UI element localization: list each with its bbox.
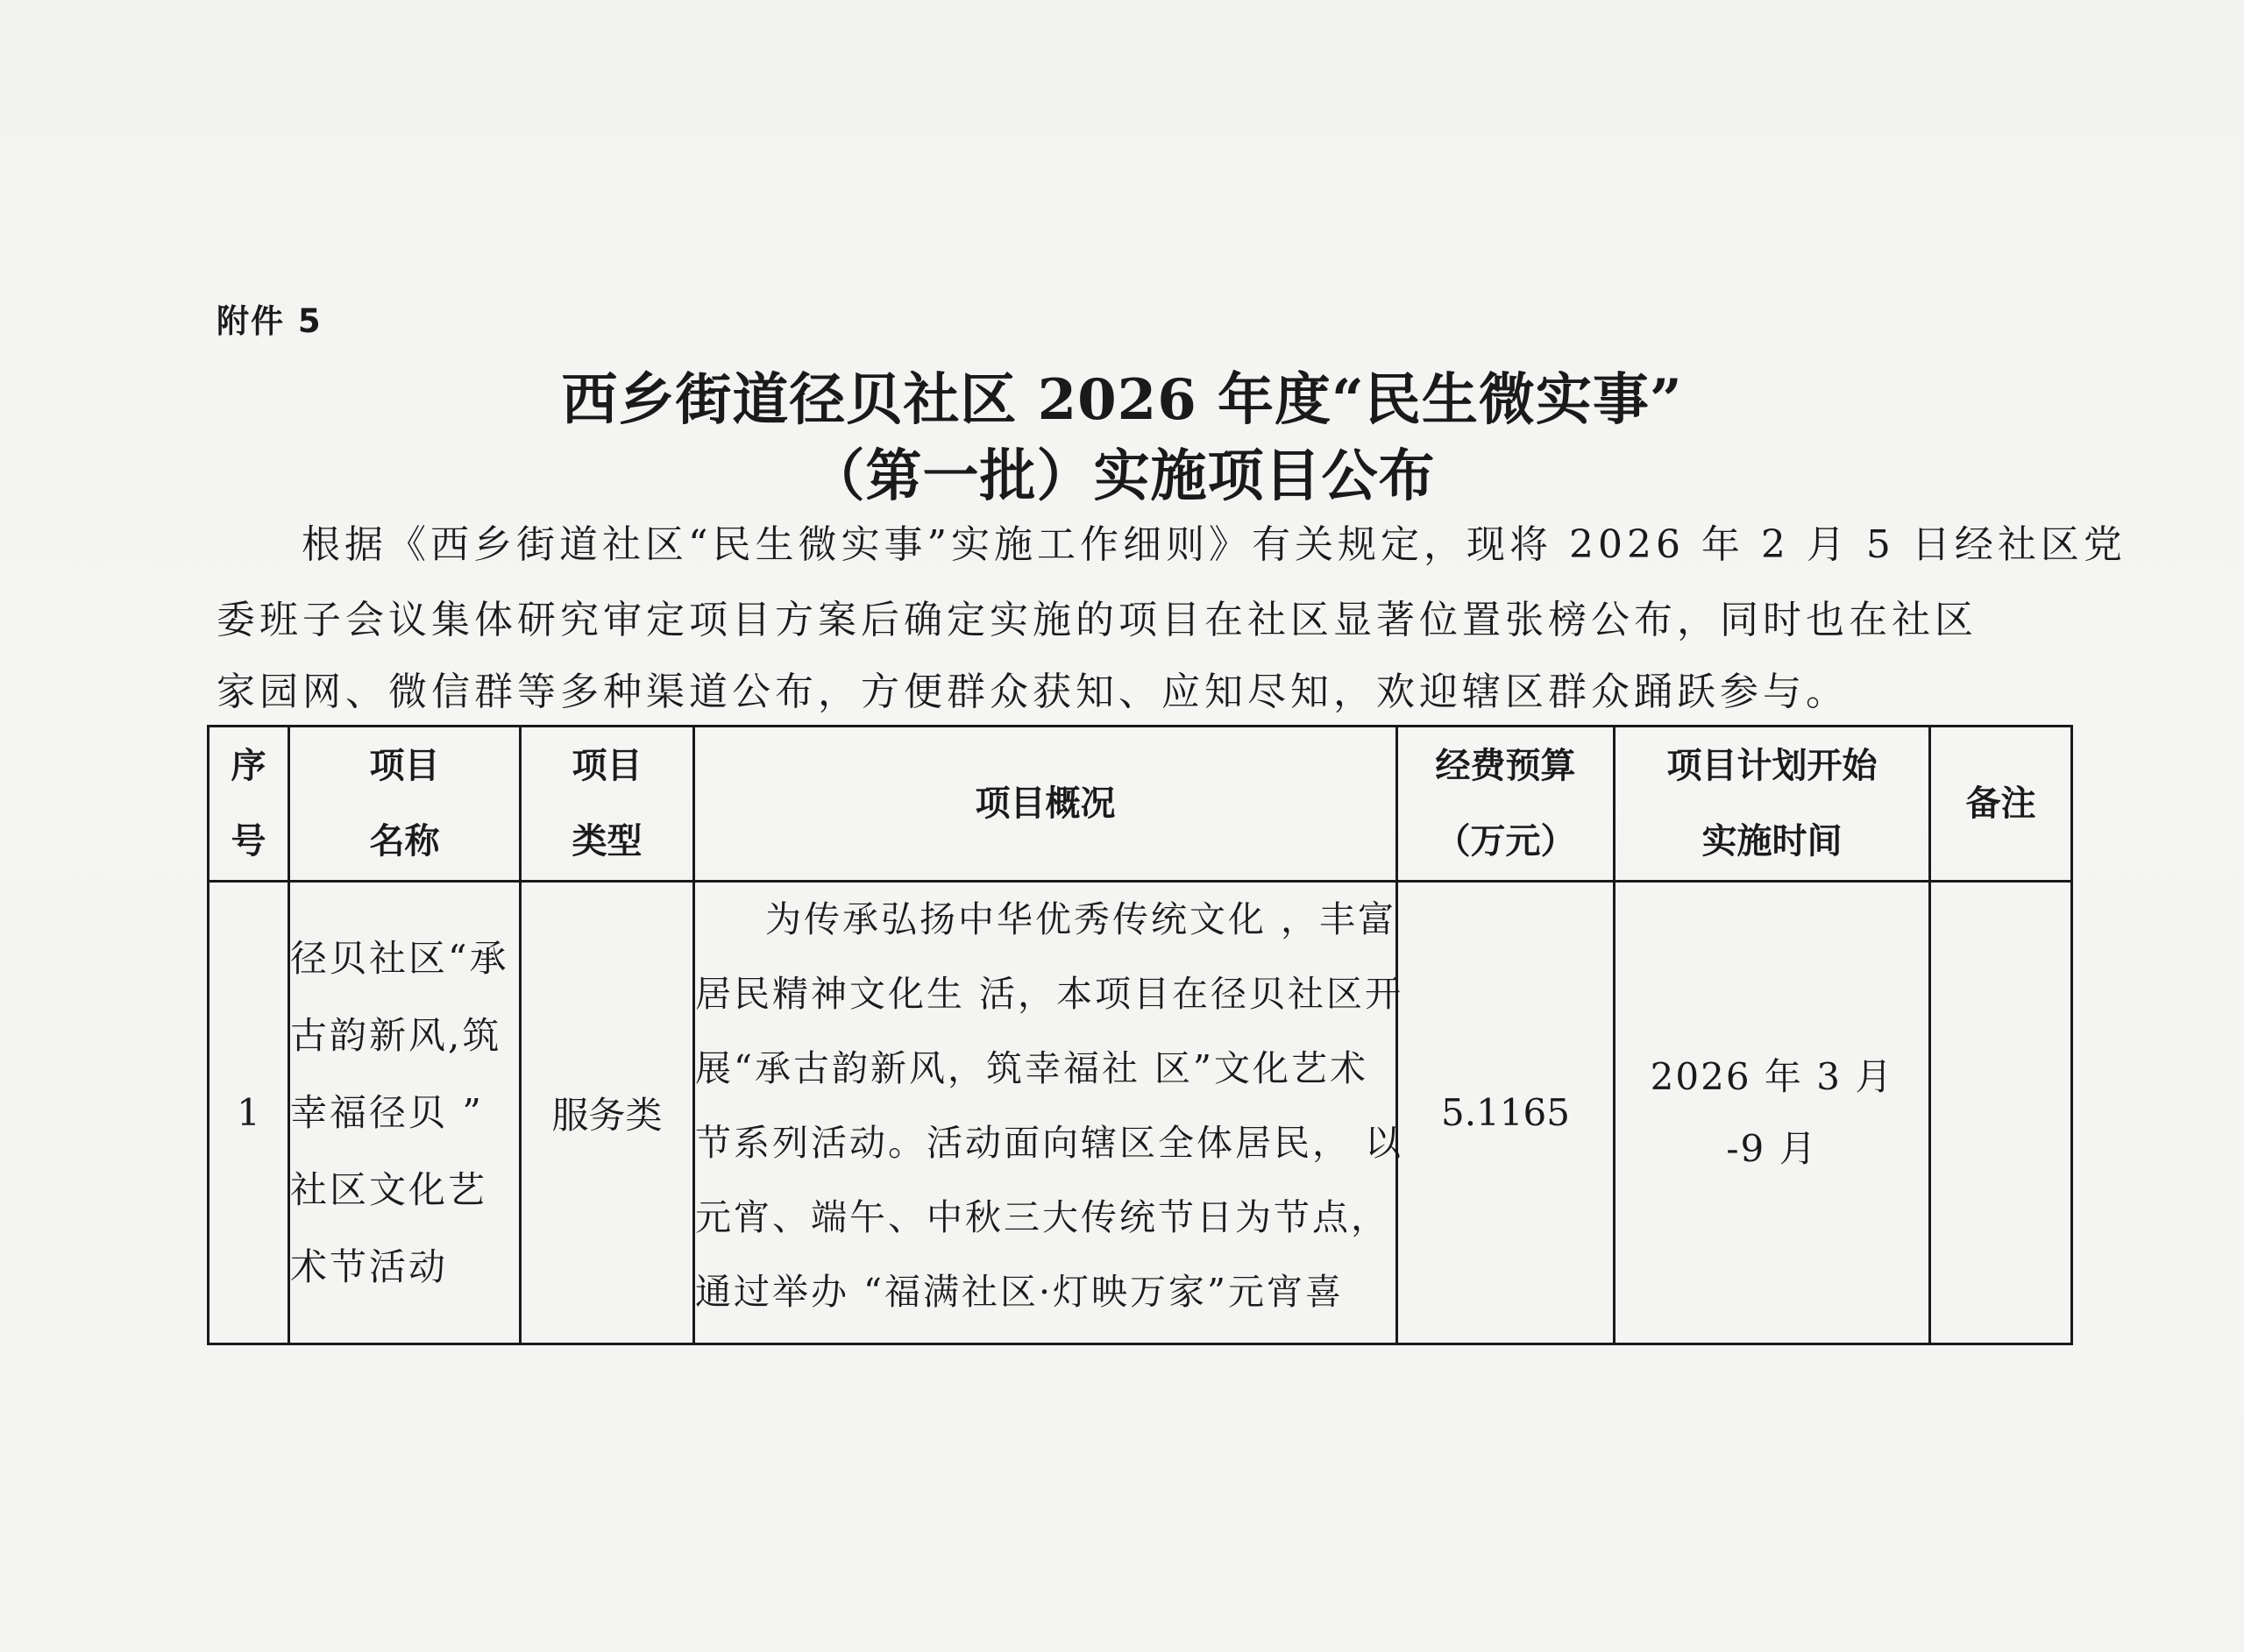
header-remarks: 备注 <box>1930 727 2072 882</box>
header-budget-line-2: （万元） <box>1435 821 1576 861</box>
header-name-line-1: 项目 <box>369 746 440 786</box>
project-name-line: 径贝社区“承 <box>290 936 509 980</box>
header-start-line-1: 项目计划开始 <box>1666 746 1878 786</box>
header-project-type <box>521 727 694 882</box>
project-name-line: 术节活动 <box>290 1244 449 1288</box>
project-name-line: 社区文化艺 <box>290 1167 488 1211</box>
summary-line: 为传承弘扬中华优秀传统文化 ，丰富 <box>765 898 1397 940</box>
cell-project-summary <box>694 882 1404 1344</box>
project-table <box>207 725 2073 1345</box>
header-start-time <box>1615 727 1930 882</box>
attachment-label: 附件 5 <box>217 302 323 340</box>
header-seq-line-1: 序 <box>231 746 266 786</box>
header-start-line-2: 实施时间 <box>1701 821 1843 861</box>
project-name-line: 古韵新风,筑 <box>290 1013 502 1057</box>
summary-line: 元宵、端午、中秋三大传统节日为节点， <box>695 1196 1389 1238</box>
cell-seq: 1 <box>209 882 289 1344</box>
cell-project-type: 服务类 <box>521 882 694 1344</box>
intro-paragraph-line-1: 根据《西乡街道社区“民生微实事”实施工作细则》有关规定，现将 2026 年 2 月 5 日经社区党 <box>302 522 2127 567</box>
cell-remarks <box>1930 882 2072 1344</box>
summary-line: 节系列活动。活动面向辖区全体居民， 以 <box>695 1122 1404 1164</box>
cell-budget: 5.1165 <box>1397 882 1615 1344</box>
document-title-line-1: 西乡街道径贝社区 2026 年度“民生微实事” <box>561 367 1683 433</box>
cell-project-name <box>289 882 521 1344</box>
header-project-summary: 项目概况 <box>694 727 1397 882</box>
table-header-row <box>209 727 2072 882</box>
summary-line: 通过举办 “福满社区·灯映万家”元宵喜 <box>695 1271 1344 1313</box>
header-seq <box>209 727 289 882</box>
header-budget-line-1: 经费预算 <box>1435 746 1576 786</box>
header-type-line-1: 项目 <box>572 746 643 786</box>
summary-line: 居民精神文化生 活，本项目在径贝社区开 <box>695 973 1404 1015</box>
project-name-line: 幸福径贝 ” <box>290 1090 484 1134</box>
document-title-line-2: （第一批）实施项目公布 <box>808 443 1436 509</box>
start-time-line: 2026 年 3 月 <box>1650 1054 1894 1098</box>
cell-start-time <box>1615 882 1930 1344</box>
header-project-name <box>289 727 521 882</box>
header-budget <box>1397 727 1615 882</box>
header-type-line-2: 类型 <box>572 821 643 861</box>
summary-line: 展“承古韵新风，筑幸福社 区”文化艺术 <box>695 1047 1368 1089</box>
intro-paragraph-line-2: 委班子会议集体研究审定项目方案后确定实施的项目在社区显著位置张榜公布，同时也在社区 <box>217 598 1978 642</box>
header-seq-line-2: 号 <box>231 821 266 861</box>
intro-paragraph-line-3: 家园网、微信群等多种渠道公布，方便群众获知、应知尽知，欢迎辖区群众踊跃参与。 <box>217 670 1849 714</box>
header-name-line-2: 名称 <box>369 821 440 861</box>
table-row <box>209 882 2072 1344</box>
start-time-line: -9 月 <box>1726 1126 1818 1170</box>
